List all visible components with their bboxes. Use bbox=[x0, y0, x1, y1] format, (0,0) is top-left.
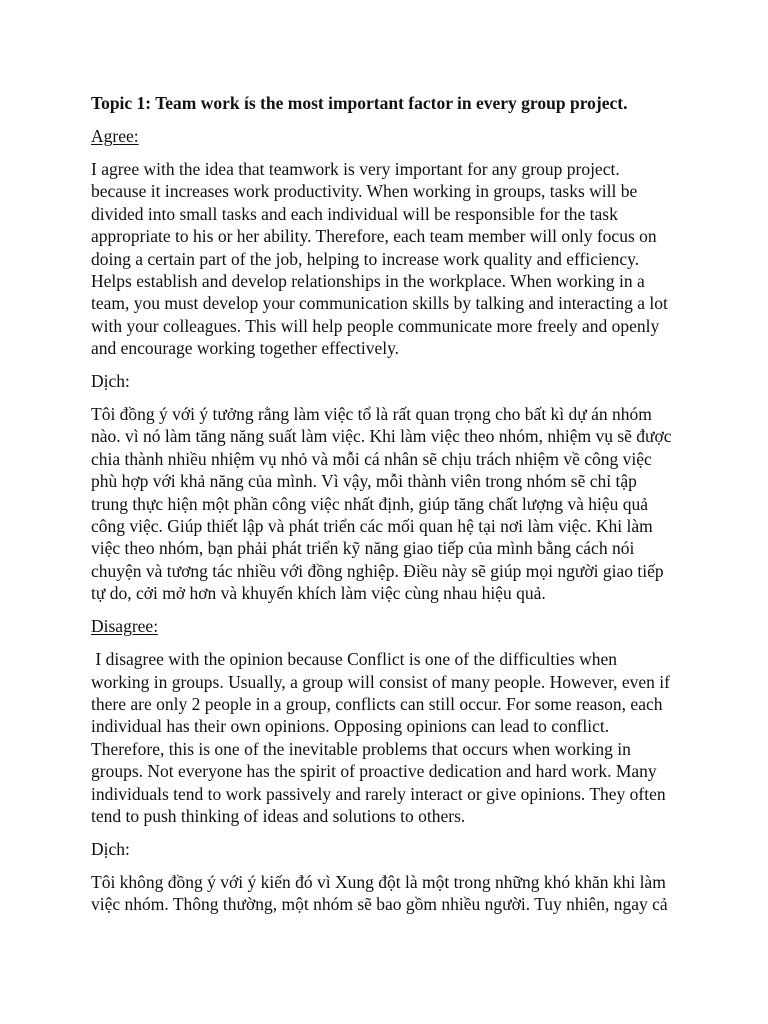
paragraph-line: and encourage working together effectively. bbox=[91, 338, 400, 359]
paragraph-line: tend to push thinking of ideas and solutions to others. bbox=[91, 805, 466, 826]
paragraph-line: team, you must develop your communication skills by talking and interacting a lot bbox=[91, 293, 668, 314]
agree-heading: Agree: bbox=[91, 125, 139, 146]
agree-heading-block bbox=[91, 125, 751, 147]
disagree-heading-block bbox=[91, 615, 751, 637]
document-title: Topic 1: Team work ís the most important factor in every group project. bbox=[91, 93, 628, 113]
paragraph-line: individual has their own opinions. Opposing opinions can lead to conflict. bbox=[91, 716, 610, 737]
paragraph-line: chia thành nhiều nhiệm vụ nhỏ và mỗi cá nhân sẽ chịu trách nhiệm về công việc bbox=[91, 448, 652, 469]
disagree-translation-heading-block bbox=[91, 838, 751, 860]
disagree-paragraph bbox=[91, 648, 751, 827]
paragraph-line: nào. vì nó làm tăng năng suất làm việc. Khi làm việc theo nhóm, nhiệm vụ sẽ được bbox=[91, 426, 672, 447]
agree-translation-paragraph bbox=[91, 403, 751, 605]
agree-paragraph bbox=[91, 158, 751, 360]
paragraph-line: appropriate to his or her ability. Therefore, each team member will only focus on bbox=[91, 226, 657, 247]
paragraph-line: I agree with the idea that teamwork is very important for any group project. bbox=[91, 158, 620, 179]
paragraph-line: there are only 2 people in a group, conflicts can still occur. For some reason, each bbox=[91, 693, 663, 714]
paragraph-line: chuyện và tương tác nhiều với đồng nghiệp. Điều này sẽ giúp mọi người giao tiếp bbox=[91, 560, 664, 581]
paragraph-line: because it increases work productivity. When working in groups, tasks will be bbox=[91, 181, 638, 202]
paragraph-line: Helps establish and develop relationships in the workplace. When working in a bbox=[91, 270, 645, 291]
disagree-heading: Disagree: bbox=[91, 616, 159, 637]
paragraph-line: working in groups. Usually, a group will consist of many people. However, even if bbox=[91, 671, 670, 692]
paragraph-line: Therefore, this is one of the inevitable problems that occurs when working in bbox=[91, 738, 631, 759]
paragraph-line: groups. Not everyone has the spirit of proactive dedication and hard work. Many bbox=[91, 761, 657, 782]
paragraph-line: individuals tend to work passively and rarely interact or give opinions. They often bbox=[91, 783, 666, 804]
agree-heading-line bbox=[91, 125, 751, 147]
disagree-translation-heading: Dịch: bbox=[91, 838, 130, 859]
paragraph-line: phù hợp với khả năng của mình. Vì vậy, mỗi thành viên trong nhóm sẽ chỉ tập bbox=[91, 471, 637, 492]
paragraph-line: việc theo nhóm, bạn phải phát triển kỹ năng giao tiếp của mình bằng cách nói bbox=[91, 538, 635, 559]
title-block bbox=[91, 92, 751, 114]
disagree-translation-paragraph bbox=[91, 871, 751, 916]
paragraph-line: I disagree with the opinion because Conflict is one of the difficulties when bbox=[91, 649, 617, 670]
agree-translation-heading: Dịch: bbox=[91, 371, 130, 392]
disagree-heading-line bbox=[91, 615, 751, 637]
paragraph-line: trung thực hiện một phần công việc nhất định, giúp tăng chất lượng và hiệu quả bbox=[91, 493, 648, 514]
paragraph-line: with your colleagues. This will help people communicate more freely and openly bbox=[91, 315, 660, 336]
paragraph-line: doing a certain part of the job, helping to increase work quality and efficiency. bbox=[91, 248, 640, 269]
paragraph-line: công việc. Giúp thiết lập và phát triển các mối quan hệ tại nơi làm việc. Khi làm bbox=[91, 516, 653, 537]
paragraph-line: việc nhóm. Thông thường, một nhóm sẽ bao gồm nhiều người. Tuy nhiên, ngay cả bbox=[91, 894, 668, 915]
paragraph-line: divided into small tasks and each individual will be responsible for the task bbox=[91, 203, 618, 224]
paragraph-line: Tôi không đồng ý với ý kiến đó vì Xung đột là một trong những khó khăn khi làm bbox=[91, 871, 666, 892]
paragraph-line: Tôi đồng ý với ý tưởng rằng làm việc tổ là rất quan trọng cho bất kì dự án nhóm bbox=[91, 404, 652, 425]
paragraph-line: tự do, cởi mở hơn và khuyến khích làm việc cùng nhau hiệu quả. bbox=[91, 583, 546, 604]
document-body bbox=[91, 92, 751, 926]
agree-translation-heading-block bbox=[91, 370, 751, 392]
